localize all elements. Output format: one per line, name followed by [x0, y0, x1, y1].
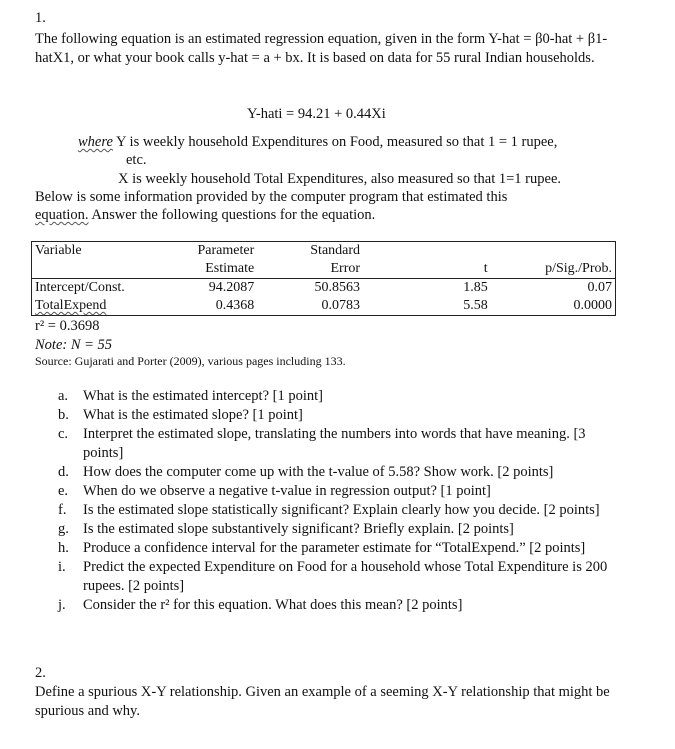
question-text: What is the estimated slope? [1 point] [83, 407, 303, 423]
row-standard-error: 50.8563 [257, 279, 375, 298]
question-label: j. [58, 597, 66, 613]
header-p-value: p/Sig./Prob. [491, 260, 616, 279]
question-2-number: 2. [35, 665, 46, 681]
question-label: a. [58, 388, 69, 404]
question-label: i. [58, 559, 66, 575]
table-header-row-2 [32, 260, 616, 279]
header-standard: Standard [257, 242, 375, 261]
list-item [53, 558, 623, 596]
question-text: Is the estimated slope statistically significant? Explain clearly how you decide. [2 points] [83, 502, 600, 518]
question-2-text: Define a spurious X-Y relationship. Given an example of a seeming X-Y relationship that might be spurious and why. [35, 684, 610, 719]
question-text: When do we observe a negative t-value in regression output? [1 point] [83, 483, 491, 499]
row-standard-error: 0.0783 [257, 297, 375, 316]
header-variable: Variable [32, 242, 152, 261]
source-citation: Source: Gujarati and Porter (2009), various pages including 133. [35, 354, 346, 368]
row-p-value: 0.07 [491, 279, 616, 298]
list-item [53, 425, 623, 463]
list-item [53, 520, 623, 539]
list-item [53, 406, 623, 425]
r-squared: r² = 0.3698 [35, 318, 100, 334]
sample-size-note: Note: N = 55 [35, 337, 113, 353]
question-text: Produce a confidence interval for the parameter estimate for “TotalExpend.” [2 points] [83, 540, 586, 556]
where-word: where [78, 134, 113, 150]
question-text: What is the estimated intercept? [1 point] [83, 388, 323, 404]
question-text: How does the computer come up with the t-value of 5.58? Show work. [2 points] [83, 464, 554, 480]
list-item [53, 501, 623, 520]
table-intro-line-2 [35, 207, 375, 224]
list-item [53, 463, 623, 482]
list-item [53, 596, 623, 615]
list-item [53, 387, 623, 406]
question-1-number: 1. [35, 10, 46, 26]
list-item [53, 482, 623, 501]
row-variable: Intercept/Const. [32, 279, 152, 298]
row-variable: TotalExpend [35, 298, 107, 313]
row-p-value: 0.0000 [491, 297, 616, 316]
table-intro-rest: Answer the following questions for the equation. [88, 207, 376, 223]
question-label: g. [58, 521, 69, 537]
where-y-continued: etc. [126, 152, 147, 168]
where-y-definition: Y is weekly household Expenditures on Food, measured so that 1 = 1 rupee, [116, 134, 558, 150]
header-parameter: Parameter [151, 242, 257, 261]
question-list [53, 387, 623, 615]
question-1-intro: The following equation is an estimated regression equation, given in the form Y-hat = β0-hat + β1-hatX1, or what your book calls y-hat = a + bx. It is based on data for 55 rural Indian households. [35, 31, 608, 66]
row-estimate: 94.2087 [151, 279, 257, 298]
question-text: Predict the expected Expenditure on Food for a household whose Total Expenditure is 200 rupees. [2 points] [83, 559, 608, 594]
row-t-value: 5.58 [375, 297, 491, 316]
question-text: Interpret the estimated slope, translating the numbers into words that have meaning. [3 points] [83, 426, 586, 461]
question-label: h. [58, 540, 69, 556]
table-row [32, 279, 616, 298]
question-label: b. [58, 407, 69, 423]
list-item [53, 539, 623, 558]
question-label: c. [58, 426, 69, 442]
row-t-value: 1.85 [375, 279, 491, 298]
row-estimate: 0.4368 [151, 297, 257, 316]
where-x-definition: X is weekly household Total Expenditures, also measured so that 1=1 rupee. [118, 171, 562, 187]
table-row [32, 297, 616, 316]
header-estimate: Estimate [205, 261, 255, 276]
question-text: Consider the r² for this equation. What does this mean? [2 points] [83, 597, 463, 613]
question-text: Is the estimated slope substantively significant? Briefly explain. [2 points] [83, 521, 514, 537]
regression-output-table [31, 241, 616, 316]
question-label: f. [58, 502, 67, 518]
header-error: Error [330, 261, 361, 276]
where-y-line [78, 134, 557, 151]
header-t: t [483, 261, 488, 276]
table-header-row-1 [32, 242, 616, 261]
equation-word: equation. [35, 207, 89, 223]
question-label: d. [58, 464, 69, 480]
table-intro-line-1: Below is some information provided by the computer program that estimated this [35, 189, 508, 205]
regression-equation: Y-hati = 94.21 + 0.44Xi [247, 106, 386, 122]
question-label: e. [58, 483, 69, 499]
